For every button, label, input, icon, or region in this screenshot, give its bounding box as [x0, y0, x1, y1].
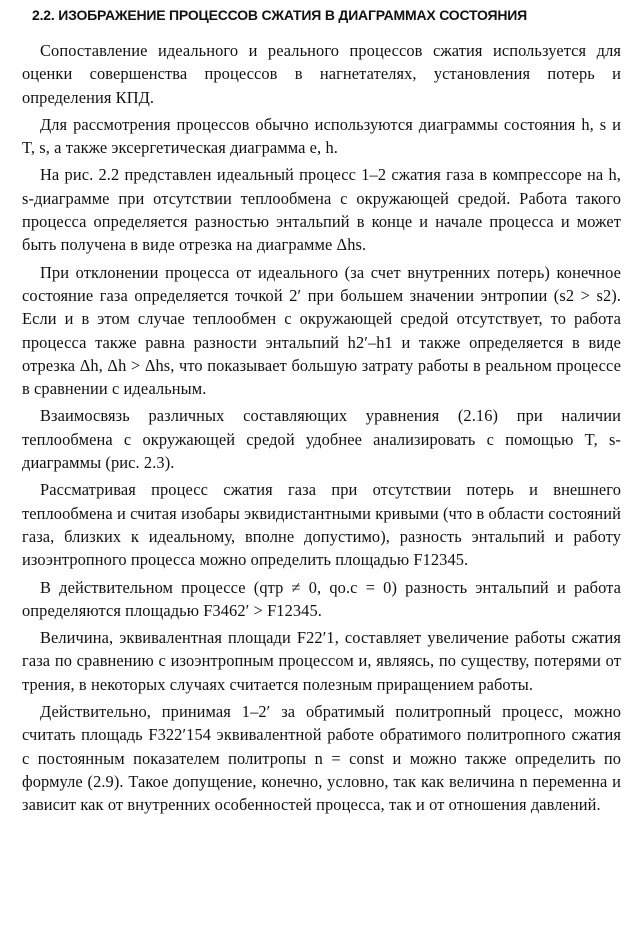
- section-heading: 2.2. ИЗОБРАЖЕНИЕ ПРОЦЕССОВ СЖАТИЯ В ДИАГРАММАХ СОСТОЯНИЯ: [32, 7, 528, 23]
- paragraph: Рассматривая процесс сжатия газа при отсутствии потерь и внешнего теплообмена и считая изобары эквидистантными кривыми (что в области состояний газа, близких к идеальному, вполне допустимо), разность энтальпий и работу изоэнтропного процесса можно определить площадью F12345.: [22, 480, 621, 570]
- paragraph: При отклонении процесса от идеального (за счет внутренних потерь) конечное состояние газа определяется точкой 2′ при большем значении энтропии (s2 > s2). Если и в этом случае теплообмен с окружающей средой отсутствует, то работа процесса также равна разности энтальпий h2′–h1 и также определяется в виде отрезка Δh, Δh > Δhs, что показывает большую затрату работы в реальном процессе в сравнении с идеальным.: [22, 262, 621, 399]
- paragraph: Сопоставление идеального и реального процессов сжатия используется для оценки совершенства процессов в нагнетателях, установления потерь и определения КПД.: [22, 41, 621, 107]
- paragraph: На рис. 2.2 представлен идеальный процесс 1–2 сжатия газа в компрессоре на h, s-диаграмме при отсутствии теплообмена с окружающей средой. Работа такого процесса определяется разностью энтальпий в конце и начале процесса и может быть получена в виде отрезка на диаграмме Δhs.: [22, 165, 621, 255]
- paragraph: Величина, эквивалентная площади F22′1, составляет увеличение работы сжатия газа по сравнению с изоэнтропным процессом и, являясь, по существу, потерями от трения, в некоторых случаях считается полезным приращением работы.: [22, 628, 621, 694]
- paragraph: Действительно, принимая 1–2′ за обратимый политропный процесс, можно считать площадь F322′154 эквивалентной работе обратимого политропного сжатия с постоянным показателем политропы n = const и можно также определить по формуле (2.9). Такое допущение, конечно, условно, так как величина n переменна и зависит как от внутренних особенностей процесса, так и от отношения давлений.: [22, 702, 621, 815]
- paragraph: Взаимосвязь различных составляющих уравнения (2.16) при наличии теплообмена с окружающей средой удобнее анализировать с помощью T, s-диаграммы (рис. 2.3).: [22, 406, 621, 473]
- paragraph: В действительном процессе (qтр ≠ 0, qо.с = 0) разность энтальпий и работа определяются площадью F3462′ > F12345.: [22, 577, 621, 620]
- paragraph: Для рассмотрения процессов обычно используются диаграммы состояния h, s и T, s, а также эксергетическая диаграмма e, h.: [22, 114, 621, 158]
